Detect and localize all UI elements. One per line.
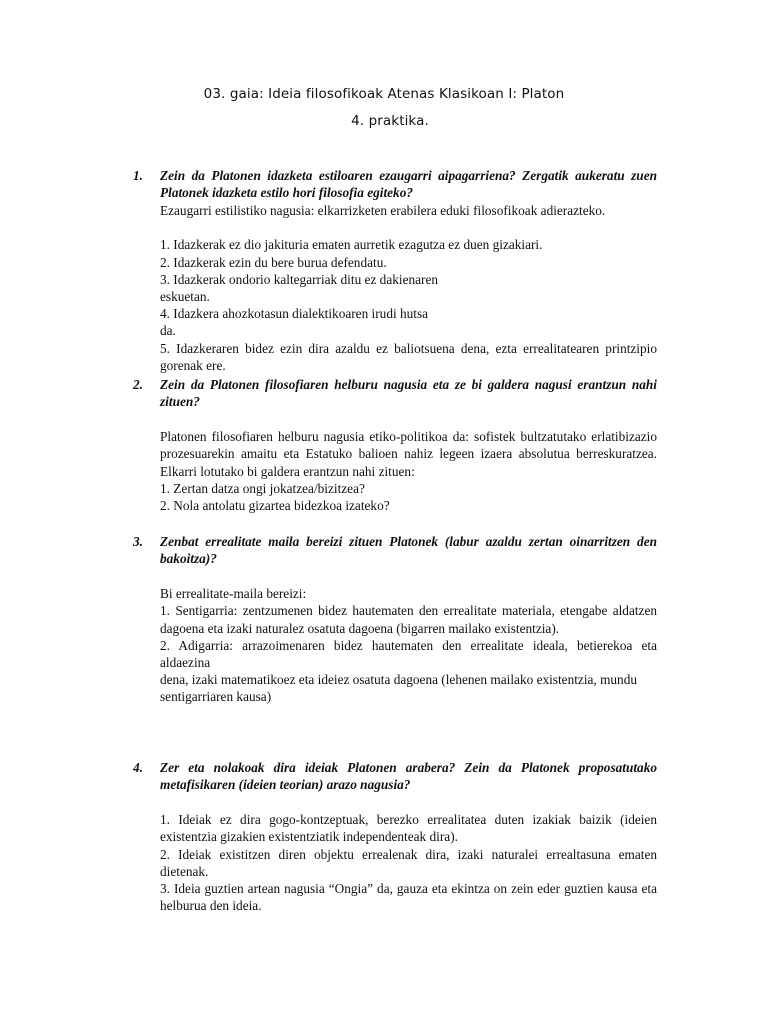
answer-block-2 — [160, 411, 657, 514]
question-text: Zer eta nolakoak dira ideiak Platonen arabera? Zein da Platonek proposatutako metafisikaren (ideien teorian) arazo nagusia? — [160, 760, 657, 793]
question-number: 1. — [133, 168, 143, 183]
document-title: 03. gaia: Ideia filosofikoak Atenas Klasikoan I: Platon — [203, 86, 565, 102]
answer-block-1 — [160, 202, 657, 374]
answer-line: 2. Nola antolatu gizartea bidezkoa izateko? — [160, 498, 390, 513]
document-subtitle: 4. praktika. — [351, 113, 429, 129]
answer-line: Platonen filosofiaren helburu nagusia etiko-politikoa da: sofistek bultzatutako erlatibizazio prozesuarekin amaitu eta Estatuko balioen nahiz legeen izaera absolutua berreskuratzea. Elkarri lotutako bi galdera erantzun nahi zituen: — [160, 429, 657, 479]
answer-line: 2. Adigarria: arrazoimenaren bidez hautematen den errealitate ideala, betierekoa eta aldaezina — [160, 637, 657, 670]
answer-line: 1. Ideiak ez dira gogo-kontzeptuak, berezko errealitatea duten izakiak baizik (ideien existentzia gizakien existentziatik independenteak dira). — [160, 812, 657, 845]
question-text: Zenbat errealitate maila bereizi zituen Platonek (labur azaldu zertan oinarritzen den bakoitza)? — [160, 534, 657, 567]
answer-line: 1. Zertan datza ongi jokatzea/bizitzea? — [160, 480, 365, 496]
answer-line: 1. Idazkerak ez dio jakituria ematen aurretik ezagutza ez duen gizakiari. — [160, 237, 543, 253]
question-number: 4. — [133, 760, 143, 775]
question-text: Zein da Platonen filosofiaren helburu nagusia eta ze bi galdera nagusi erantzun nahi zituen? — [160, 377, 657, 410]
answer-line: 2. Idazkerak ezin du bere burua defendatu. — [160, 254, 387, 270]
answer-line: sentigarriaren kausa) — [160, 689, 272, 705]
question-number: 2. — [133, 377, 143, 392]
question-number: 3. — [133, 534, 143, 549]
answer-line: 3. Idazkerak ondorio kaltegarriak ditu ez dakienaren — [160, 271, 438, 287]
answer-line: dena, izaki matematikoez eta ideiez osatuta dagoena (lehenen mailako existentzia, mundu — [160, 672, 638, 688]
answer-line: 2. Ideiak existitzen diren objektu errealenak dira, izaki naturalei errealtasuna ematen dietenak. — [160, 846, 657, 879]
answer-line: 3. Ideia guztien artean nagusia “Ongia” da, gauza eta ekintza on zein eder guztien kausa eta helburua den ideia. — [160, 881, 657, 914]
question-text: Zein da Platonen idazketa estiloaren ezaugarri aipagarriena? Zergatik aukeratu zuen Platonek idazketa estilo hori filosofia egiteko? — [160, 168, 657, 201]
answer-block-4 — [160, 794, 657, 914]
answer-line: eskuetan. — [160, 289, 210, 304]
answer-line: Ezaugarri estilistiko nagusia: elkarrizketen erabilera eduki filosofikoak adierazteko. — [160, 203, 606, 218]
answer-line: 1. Sentigarria: zentzumenen bidez hautematen den errealitate materiala, etengabe aldatzen dagoena eta izaki naturalez osatuta dagoena (bigarren mailako existentzia). — [160, 603, 657, 636]
answer-line: 5. Idazkeraren bidez ezin dira azaldu ez baliotsuena dena, ezta errealitatearen printzipio gorenak ere. — [160, 340, 657, 373]
answer-line: Bi errealitate-maila bereizi: — [160, 586, 307, 602]
answer-block-3 — [160, 568, 657, 706]
answer-line: 4. Idazkera ahozkotasun dialektikoaren irudi hutsa — [160, 306, 429, 322]
answer-line: da. — [160, 323, 176, 339]
